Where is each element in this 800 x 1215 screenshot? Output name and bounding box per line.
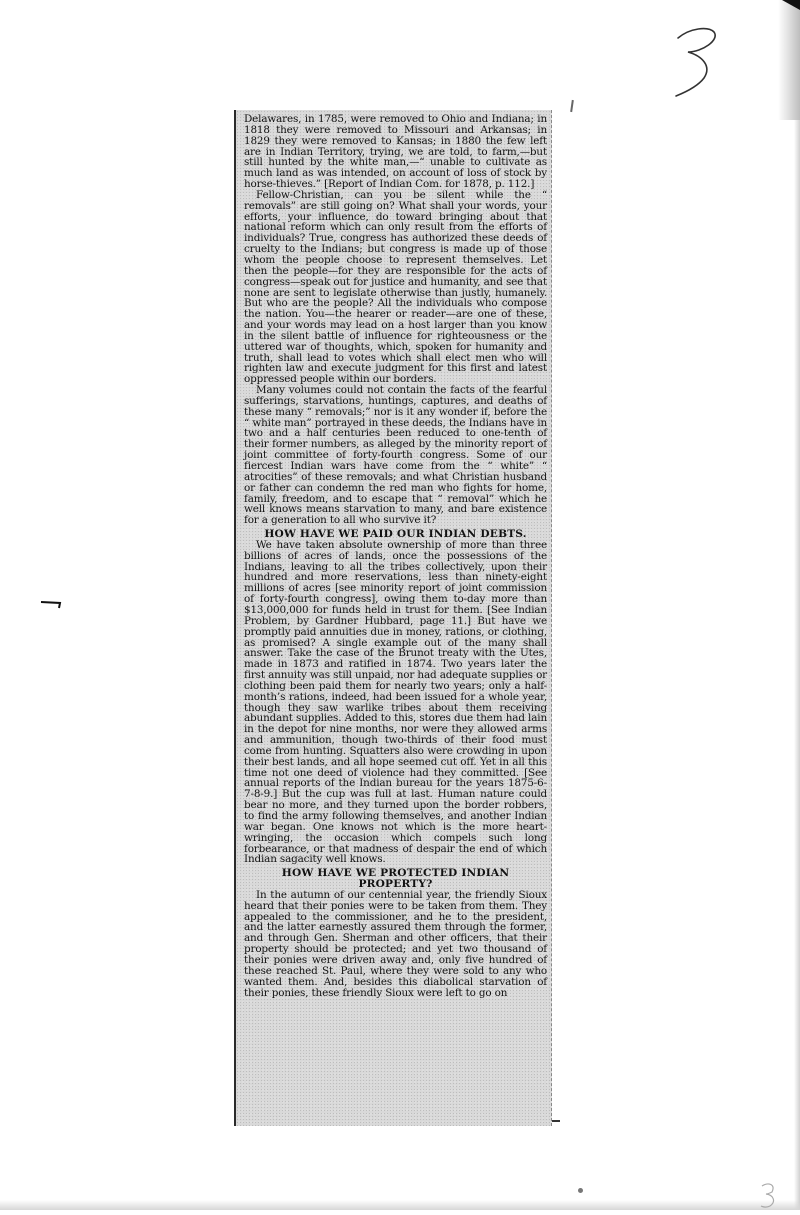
section-heading-indian-debts: HOW HAVE WE PAID OUR INDIAN DEBTS. bbox=[264, 528, 527, 541]
section-heading-indian-property: HOW HAVE WE PROTECTED INDIAN PROPERTY? bbox=[281, 867, 510, 891]
scan-corner-shadow bbox=[778, 0, 800, 120]
newspaper-clipping bbox=[234, 110, 552, 1126]
handwritten-page-number bbox=[672, 22, 732, 102]
article-paragraph: In the autumn of our centennial year, the friendly Sioux heard that their ponies were to be taken from them. They appealed to the commissioner, and he to the president, and the latter earnestly assured them through the former, and through Gen. Sherman and other officers, that their property should be protected; and yet two thousand of their ponies were driven away and, only five hundred of these reached St. Paul, where they were sold to any who wanted them. And, besides this diabolical starvation of their ponies, these friendly Sioux were left to go on bbox=[244, 888, 547, 999]
article-paragraph: We have taken absolute ownership of more than three billions of acres of lands, once the possessions of the Indians, leaving to all the tribes collectively, upon their hundred and more reservations, less than ninety-eight millions of acres [see minority report of joint commission of forty-fourth congress], owing them to-day more than $13,000,000 for funds held in trust for them. [See Indian Problem, by Gardner Hubbard, page 11.] But have we promptly paid annuities due in money, rations, or clothing, as promised? A single example out of the many shall answer. Take the case of the Brunot treaty with the Utes, made in 1873 and ratified in 1874. Two years later the first annuity was still unpaid, nor had adequate supplies or clothing been paid them for nearly two years; only a half-month’s rations, indeed, had been issued for a whole year, though they saw warlike tribes about them receiving abundant supplies. Added to this, stores due them had lain in the depot for nine months, nor were they allowed arms and ammunition, though two-thirds of their food must come from hunting. Squatters also were crowding in upon their best lands, and all hope seemed cut off. Yet in all this time not one deed of violence had they committed. [See annual reports of the Indian bureau for the years 1875-6-7-8-9.] But the cup was full at last. Human nature could bear no more, and they turned upon the border robbers, to find the army following themselves, and another Indian war began. One knows not which is the more heart-wringing, the occasion which compels such long forbearance, or that madness of despair the end of which Indian sagacity well knows. bbox=[244, 538, 547, 866]
margin-pencil-mark bbox=[40, 596, 64, 606]
handwritten-three-icon bbox=[672, 22, 732, 102]
article-paragraph: Delawares, in 1785, were removed to Ohio and Indiana; in 1818 they were removed to Missouri and Arkansas; in 1829 they were removed to Kansas; in 1880 the few left are in Indian Territory, trying, we are told, to farm,—but still hunted by the white man,—“ unable to cultivate as much land as was intended, on account of loss of stock by horse-thieves.” [Report of Indian Com. for 1878, p. 112.] bbox=[244, 113, 547, 191]
faint-three-icon bbox=[758, 1180, 782, 1210]
scan-edge-shadow bbox=[794, 120, 800, 1210]
article-paragraph: Fellow-Christian, can you be silent while the “ removals” are still going on? What shall your words, your efforts, your influence, do toward bringing about that national reform which can only result from the efforts of individuals? True, congress has authorized these deeds of cruelty to the Indians; but congress is made up of those whom the people choose to represent themselves. Let then the people—for they are responsible for the acts of congress—speak out for justice and humanity, and see that none are sent to legislate otherwise than justly, humanely. But who are the people? All the individuals who compose the nation. You—the hearer or reader—are one of these, and your words may lead on a host larger than you know in the silent battle of influence for righteousness or the uttered war of thoughts, which, spoken for humanity and truth, shall lead to votes which shall elect men who will righten law and execute judgment for this first and latest oppressed people within our borders. bbox=[244, 188, 547, 386]
article-paragraph: Many volumes could not contain the facts of the fearful sufferings, starvations, huntings, captures, and deaths of these many “ removals;” nor is it any wonder if, before the “ white man” portrayed in these deeds, the Indians have in two and a half centuries been reduced to one-tenth of their former numbers, as alleged by the minority report of joint committee of forty-fourth congress. Some of our fiercest Indian wars have come from the “ white” “ atrocities” of these removals; and what Christian husband or father can condemn the red man who fights for home, family, freedom, and to escape that “ removal” which he well knows means starvation to many, and bare existence for a generation to all who survive it? bbox=[244, 384, 547, 527]
scan-bottom-shadow bbox=[0, 1200, 800, 1210]
stamped-page-number bbox=[758, 1180, 782, 1210]
scan-dust-dot bbox=[578, 1188, 583, 1193]
margin-dash-icon bbox=[40, 599, 64, 609]
scan-tick-mark bbox=[570, 100, 574, 112]
